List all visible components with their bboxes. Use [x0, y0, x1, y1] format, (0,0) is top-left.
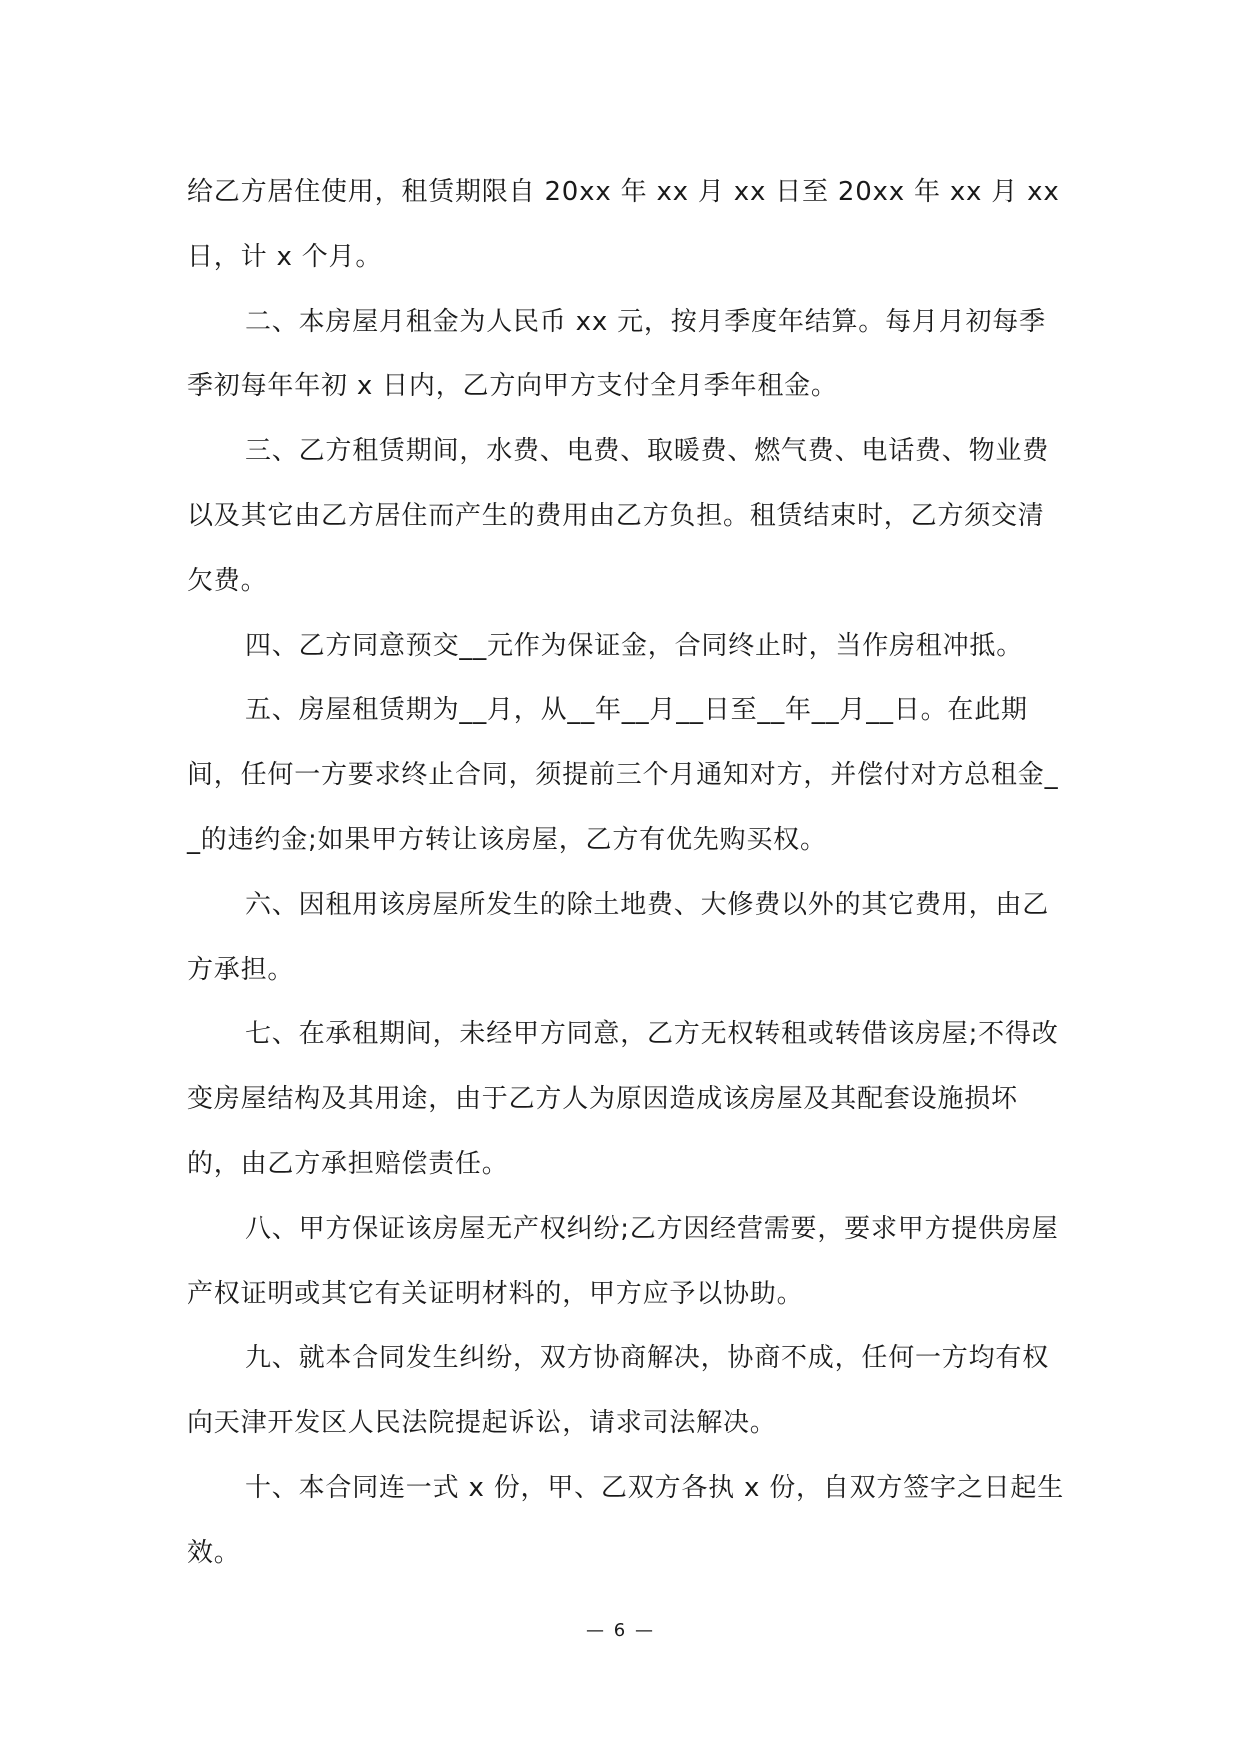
document-body [187, 160, 1067, 1586]
paragraph-clause-9: 九、就本合同发生纠纷，双方协商解决，协商不成，任何一方均有权向天津开发区人民法院提起诉讼，请求司法解决。 [187, 1343, 1050, 1439]
paragraph-clause-2: 二、本房屋月租金为人民币 xx 元，按月季度年结算。每月月初每季季初每年年初 x 日内，乙方向甲方支付全月季年租金。 [187, 306, 1046, 402]
page-number: — 6 — [586, 1620, 655, 1641]
paragraph-clause-10: 十、本合同连一式 x 份，甲、乙双方各执 x 份，自双方签字之日起生效。 [187, 1472, 1065, 1568]
paragraph-clause-5: 五、房屋租赁期为__月，从__年__月__日至__年__月__日。在此期间，任何一方要求终止合同，须提前三个月通知对方，并偿付对方总租金__的违约金;如果甲方转让该房屋，乙方有优先购买权。 [187, 695, 1059, 855]
paragraph-clause-6: 六、因租用该房屋所发生的除土地费、大修费以外的其它费用，由乙方承担。 [187, 889, 1050, 985]
paragraph-clause-7: 七、在承租期间，未经甲方同意，乙方无权转租或转借该房屋;不得改变房屋结构及其用途，由于乙方人为原因造成该房屋及其配套设施损坏的，由乙方承担赔偿责任。 [187, 1019, 1059, 1179]
paragraph-clause-3: 三、乙方租赁期间，水费、电费、取暖费、燃气费、电话费、物业费以及其它由乙方居住而产生的费用由乙方负担。租赁结束时，乙方须交清欠费。 [187, 436, 1050, 596]
paragraph-clause-4: 四、乙方同意预交__元作为保证金，合同终止时，当作房租冲抵。 [245, 630, 1024, 661]
paragraph-clause-8: 八、甲方保证该房屋无产权纠纷;乙方因经营需要，要求甲方提供房屋产权证明或其它有关证明材料的，甲方应予以协助。 [187, 1213, 1059, 1309]
paragraph-continuation: 给乙方居住使用，租赁期限自 20xx 年 xx 月 xx 日至 20xx 年 xx 月 xx 日，计 x 个月。 [187, 177, 1060, 272]
